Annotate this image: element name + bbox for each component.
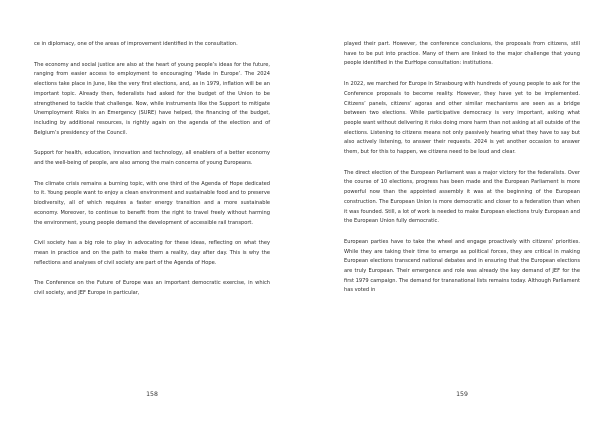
paragraph: The direct election of the European Parliament was a major victory for the federalists. Over the course of 10 elections, progress has been made and the European Parliament is more powerful now than the appointed assembly it was at the beginning of the European construction. The European Union is more democratic and closer to a federation than when it was founded. Still, a lot of work is needed to make European elections truly European and the European Union fully democratic. (344, 169, 580, 225)
right-page-text (344, 40, 580, 307)
paragraph: Civil society has a big role to play in advocating for these ideas, reflecting on what they mean in practice and on the path to make them a reality, day after day. This is why the reflections and analyses of civil society are part of the Agenda of Hope. (34, 240, 270, 266)
paragraph: ce in diplomacy, one of the areas of improvement identified in the consultation. (34, 41, 238, 47)
paragraph: played their part. However, the conference conclusions, the proposals from citizens, still have to be put into practice. Many of them are linked to the major challenge that young people identified in the EurHope consultation: institutions. (344, 41, 580, 67)
paragraph: In 2022, we marched for Europe in Strasbourg with hundreds of young people to ask for the Conference proposals to become reality. However, they have yet to be implemented. Citizens’ panels, citizens’ agoras and other similar mechanisms are seen as a bridge between two elections. While participative democracy is very important, asking what people want without delivering it risks doing more harm than not asking at all outside of the elections. Listening to citizens means not only passively hearing what they have to say but also actively listening, to answer their requests. 2024 is yet another occasion to answer them, but for this to happen, we citizens need to be loud and clear. (344, 81, 580, 156)
left-page-text (34, 40, 270, 310)
page-number: 158 (146, 391, 158, 398)
paragraph: The economy and social justice are also at the heart of young people’s ideas for the future, ranging from easier access to employment to encouraging ‘Made in Europe’. The 2024 elections take place in June, like the very first elections, and, as in 1979, inflation will be an important topic. Already then, federalists had asked for the budget of the Union to be strengthened to tackle that challenge. Now, while instruments like the Support to mitigate Unemployment Risks in an Emergency (SURE) have helped, the financing of the budget, including by additional resources, is rightly again on the agenda of the election and of Belgium’s presidency of the Council. (34, 61, 270, 136)
paragraph: The climate crisis remains a burning topic, with one third of the Agenda of Hope dedicated to it. Young people want to enjoy a clean environment and sustainable food and to preserve biodiversity, all of which requires a faster energy transition and a more sustainable economy. Moreover, to continue to benefit from the right to travel freely without harming the environment, young people demand the development of accessible rail transport. (34, 180, 270, 226)
paragraph: Support for health, education, innovation and technology, all enablers of a better economy and the well-being of people, are also among the main concerns of young Europeans. (34, 150, 270, 167)
right-page (300, 0, 600, 425)
paragraph: The Conference on the Future of Europe was an important democratic exercise, in which civil society, and JEF Europe in particular, (34, 280, 270, 297)
page-number: 159 (456, 391, 468, 398)
paragraph: European parties have to take the wheel and engage proactively with citizens’ priorities. While they are taking their time to emerge as political forces, they are critical in making European elections transcend national debates and in ensuring that the European elections are truly European. Their emergence and role was already the key demand of JEF for the first 1979 campaign. The demand for transnational lists remains today. Although Parliament has voted in (344, 238, 580, 294)
